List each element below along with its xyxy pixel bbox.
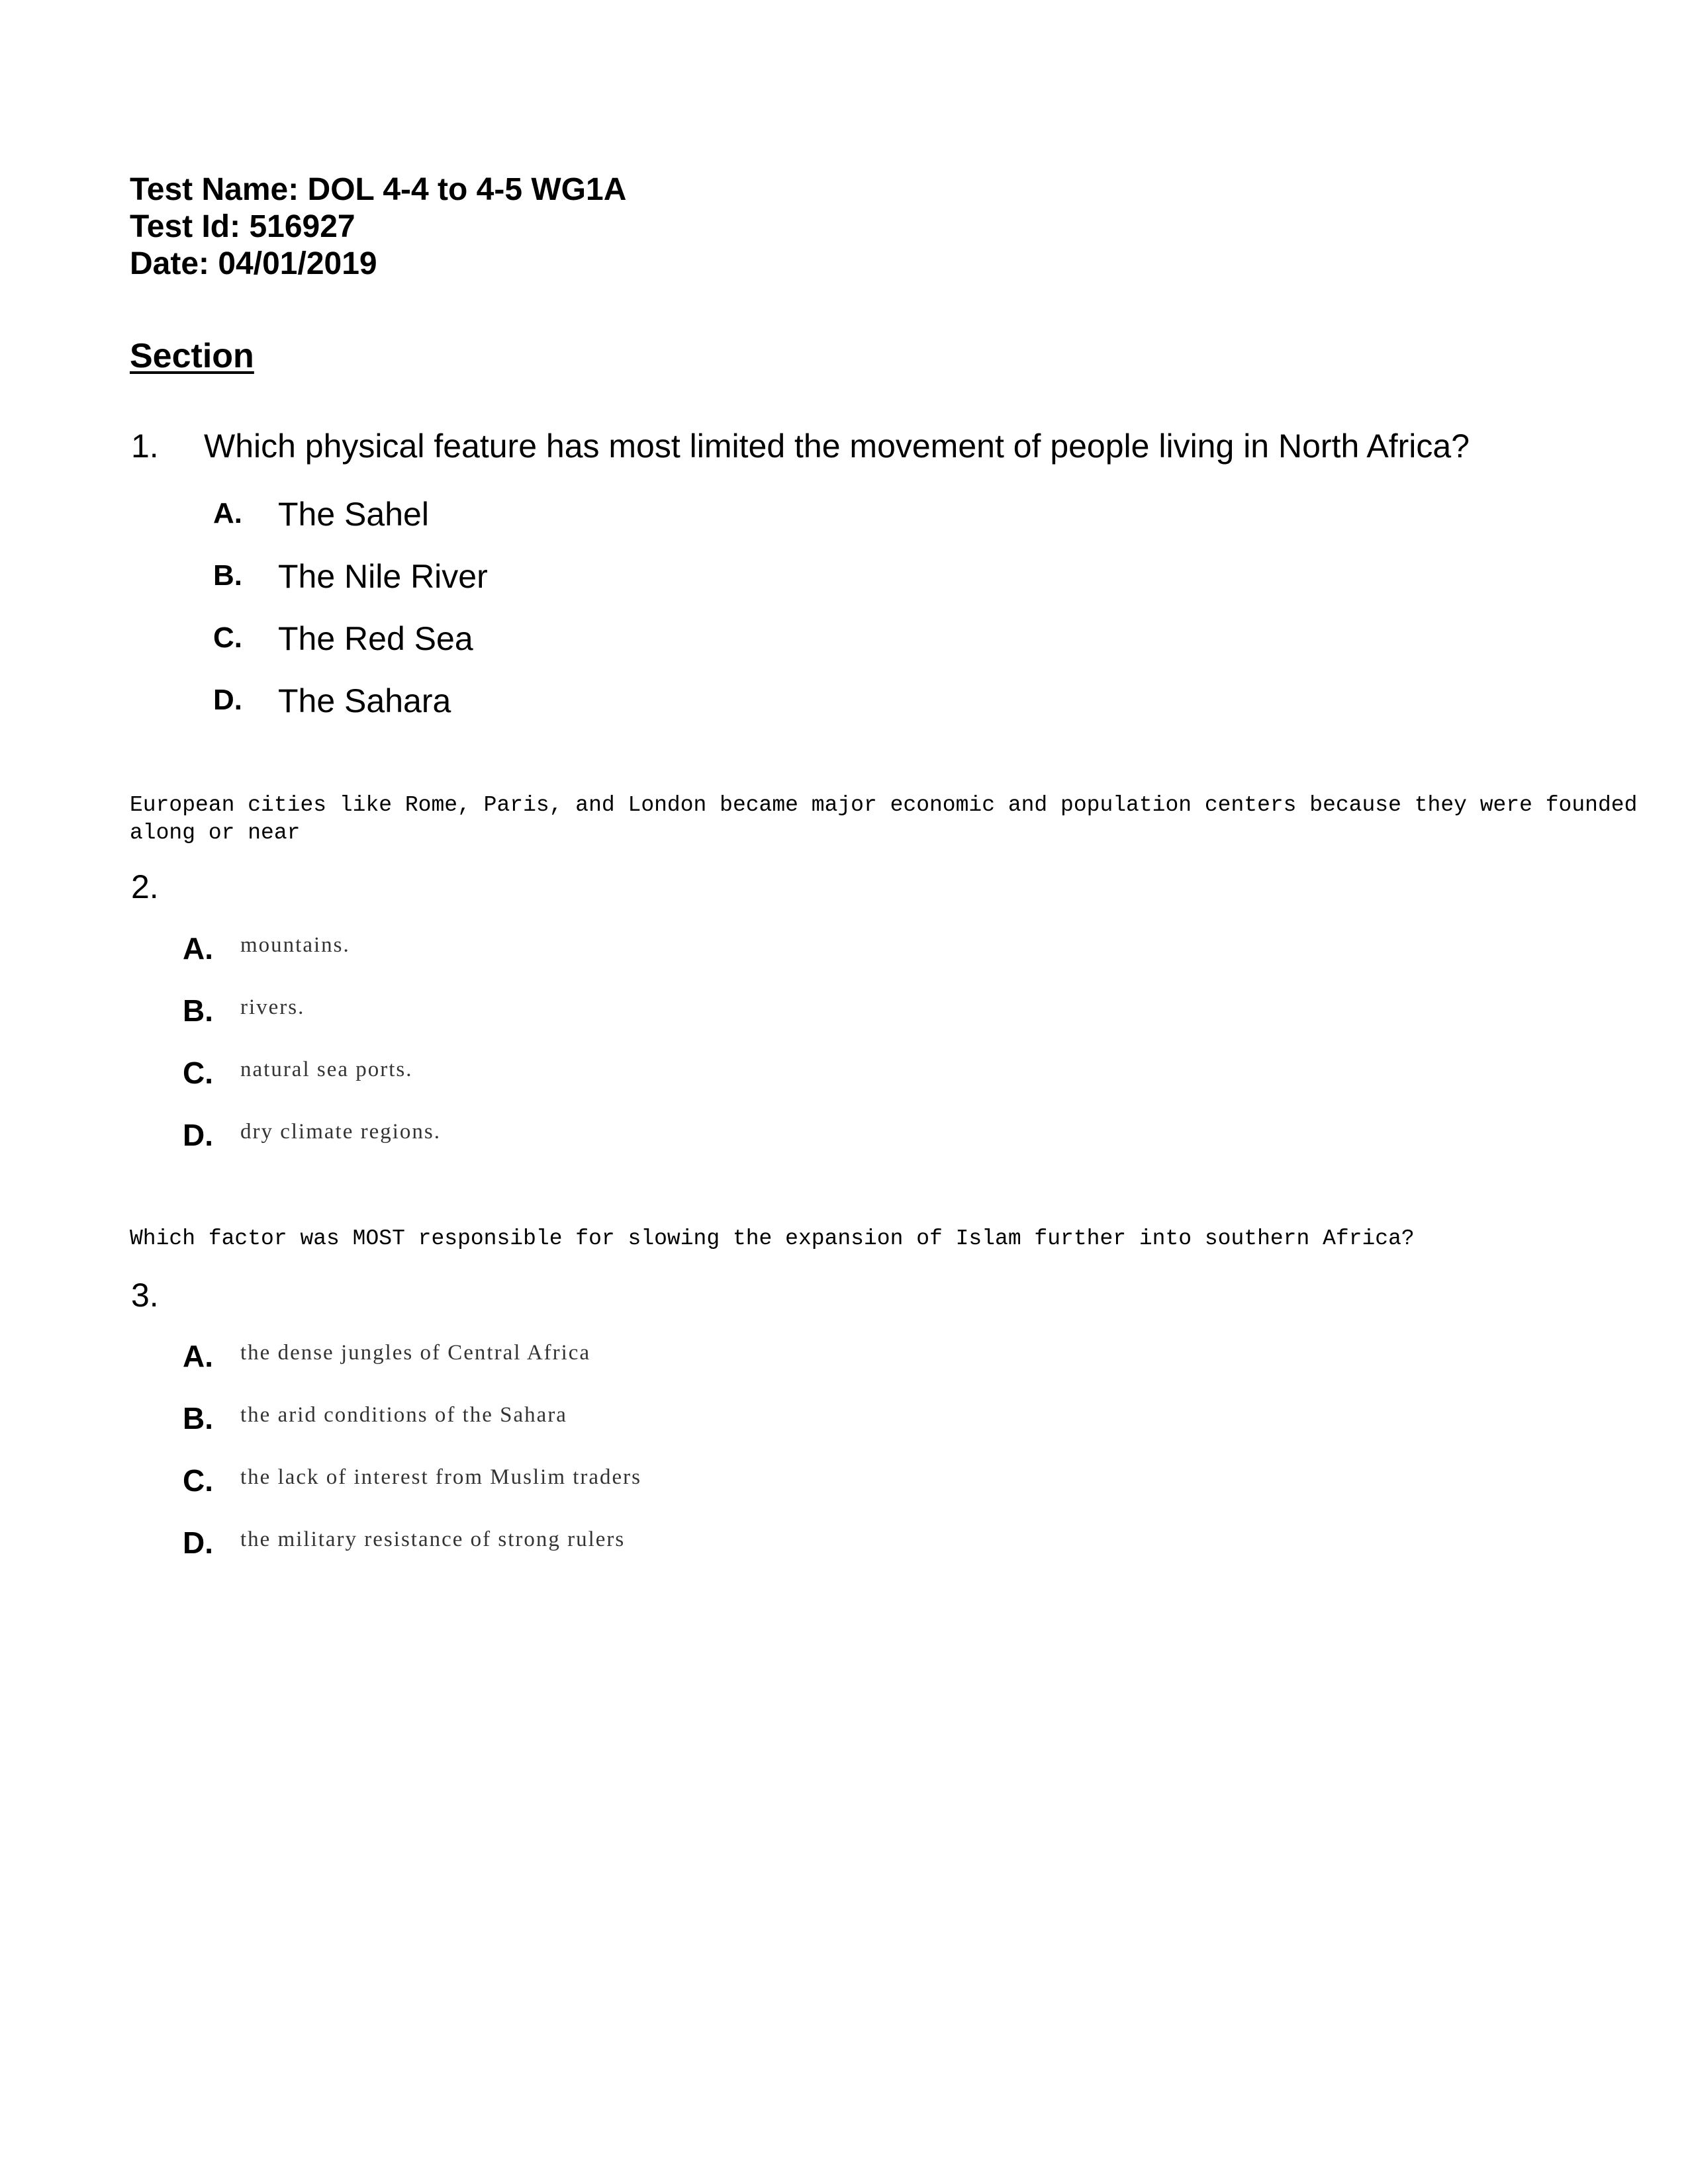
choice-a[interactable]: the dense jungles of Central Africa bbox=[240, 1341, 591, 1365]
test-name: Test Name: DOL 4-4 to 4-5 WG1A bbox=[130, 172, 627, 207]
question-stem: Which factor was MOST responsible for slowing the expansion of Islam further into southern Africa? bbox=[130, 1226, 1415, 1251]
choice-c[interactable]: the lack of interest from Muslim traders bbox=[240, 1465, 642, 1489]
choice-letter-b: B. bbox=[183, 1401, 213, 1435]
choice-b[interactable]: the arid conditions of the Sahara bbox=[240, 1403, 567, 1427]
choice-letter-c: C. bbox=[183, 1463, 213, 1498]
question-number: 1. bbox=[131, 428, 159, 465]
question-stem: European cities like Rome, Paris, and London became major economic and population centers because they were founded along or near bbox=[130, 793, 1638, 845]
question-text: Which physical feature has most limited the movement of people living in North Africa? bbox=[204, 428, 1470, 465]
choice-d[interactable]: the military resistance of strong rulers bbox=[240, 1527, 626, 1551]
test-id: Test Id: 516927 bbox=[130, 209, 355, 244]
choice-letter-d: D. bbox=[213, 684, 242, 716]
choice-letter-c: C. bbox=[213, 621, 242, 654]
choice-a[interactable]: The Sahel bbox=[278, 496, 429, 533]
question-number: 3. bbox=[131, 1277, 159, 1314]
choice-letter-a: A. bbox=[213, 497, 242, 529]
choice-letter-a: A. bbox=[183, 1339, 213, 1373]
choice-letter-b: B. bbox=[183, 993, 213, 1028]
choice-letter-c: C. bbox=[183, 1056, 213, 1090]
choice-c[interactable]: natural sea ports. bbox=[240, 1058, 413, 1081]
choice-letter-d: D. bbox=[183, 1525, 213, 1560]
test-date: Date: 04/01/2019 bbox=[130, 246, 377, 281]
choice-letter-d: D. bbox=[183, 1118, 213, 1152]
choice-a[interactable]: mountains. bbox=[240, 933, 350, 957]
choice-letter-b: B. bbox=[213, 559, 242, 592]
question-number: 2. bbox=[131, 868, 159, 905]
choice-d[interactable]: The Sahara bbox=[278, 682, 451, 719]
choice-c[interactable]: The Red Sea bbox=[278, 620, 473, 657]
choice-d[interactable]: dry climate regions. bbox=[240, 1120, 442, 1144]
choice-b[interactable]: The Nile River bbox=[278, 558, 488, 595]
choice-b[interactable]: rivers. bbox=[240, 995, 305, 1019]
choice-letter-a: A. bbox=[183, 931, 213, 966]
section-title: Section bbox=[130, 337, 254, 375]
